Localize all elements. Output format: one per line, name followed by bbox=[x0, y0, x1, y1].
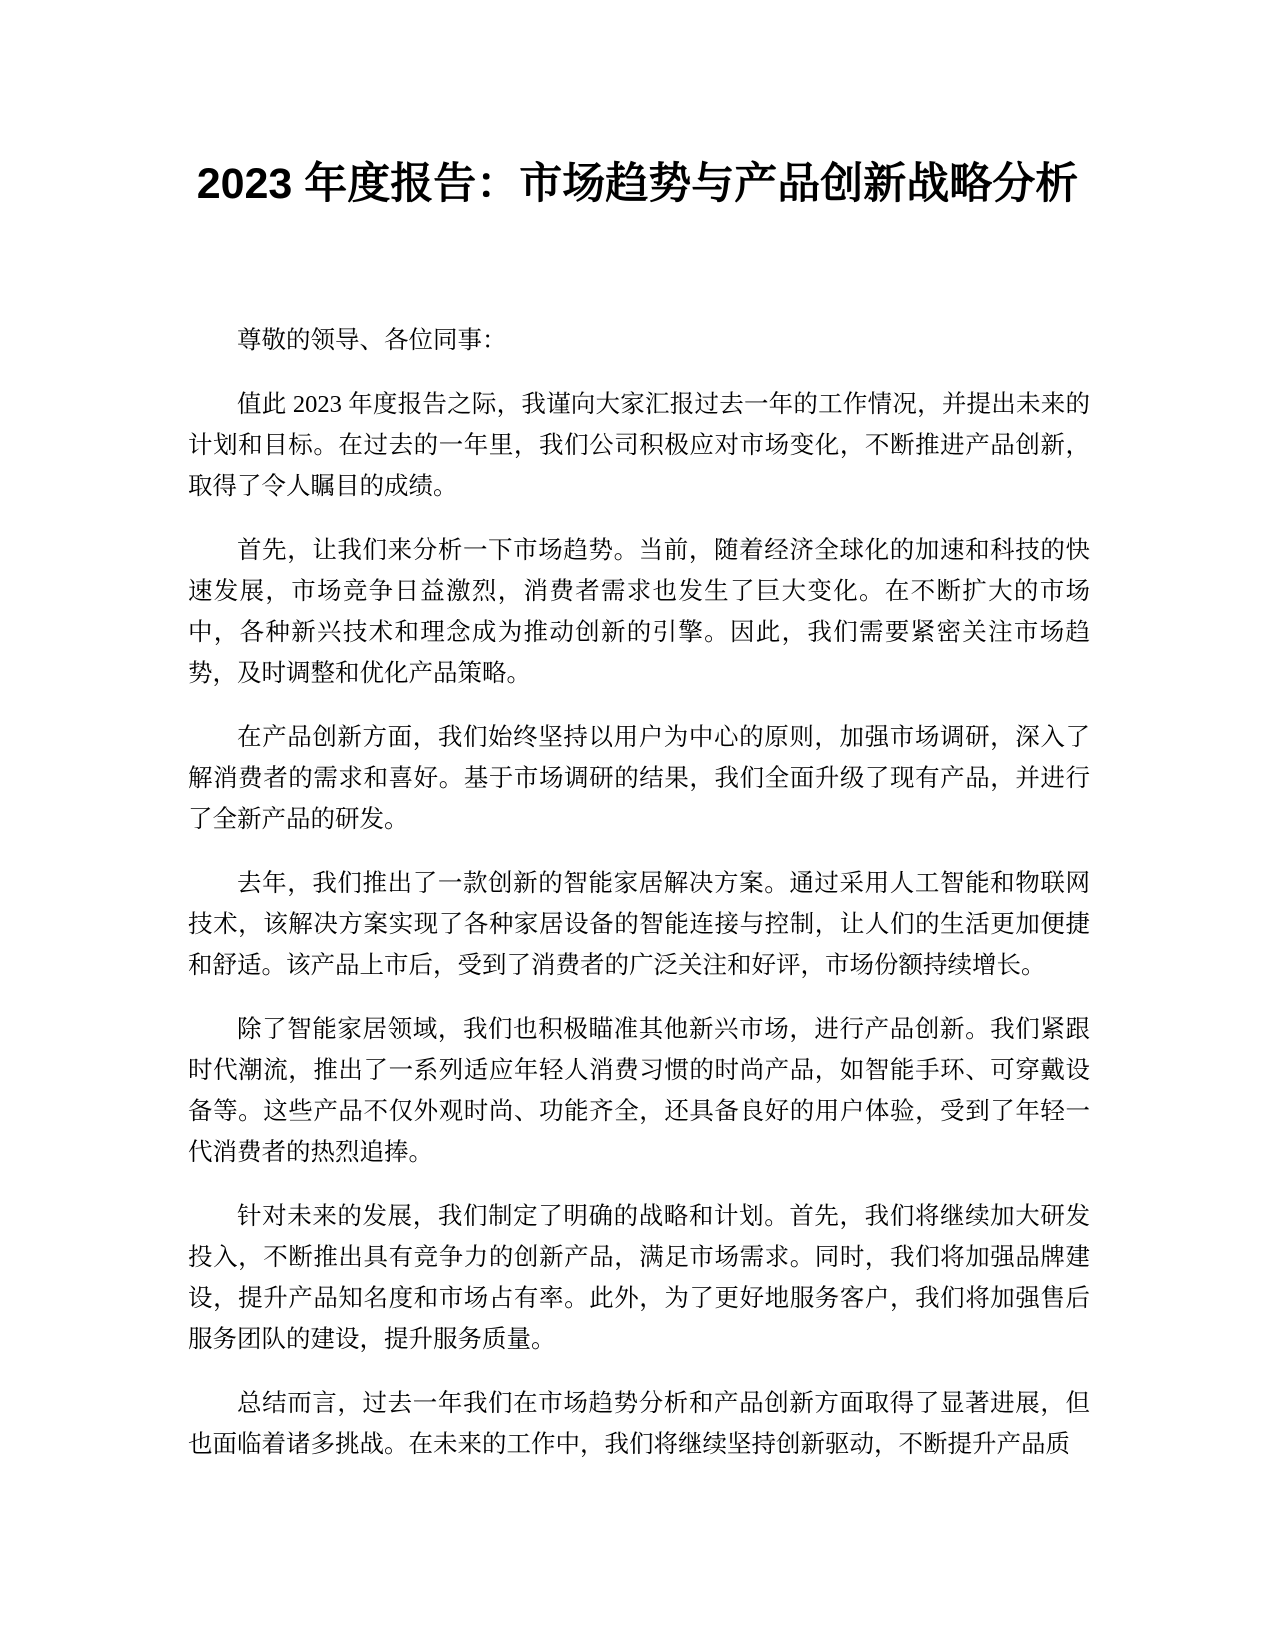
body-paragraph: 在产品创新方面，我们始终坚持以用户为中心的原则，加强市场调研，深入了解消费者的需求和喜好。基于市场调研的结果，我们全面升级了现有产品，并进行了全新产品的研发。 bbox=[188, 724, 1090, 833]
document-title: 2023 年度报告：市场趋势与产品创新战略分析 bbox=[196, 160, 1079, 208]
body-paragraph: 首先，让我们来分析一下市场趋势。当前，随着经济全球化的加速和科技的快速发展，市场竞争日益激烈，消费者需求也发生了巨大变化。在不断扩大的市场中，各种新兴技术和理念成为推动创新的引擎。因此，我们需要紧密关注市场趋势，及时调整和优化产品策略。 bbox=[188, 537, 1090, 687]
body-paragraph: 值此 2023 年度报告之际，我谨向大家汇报过去一年的工作情况，并提出未来的计划和目标。在过去的一年里，我们公司积极应对市场变化，不断推进产品创新，取得了令人瞩目的成绩。 bbox=[188, 391, 1090, 500]
document-body bbox=[188, 320, 1090, 1488]
body-paragraph: 针对未来的发展，我们制定了明确的战略和计划。首先，我们将继续加大研发投入，不断推出具有竞争力的创新产品，满足市场需求。同时，我们将加强品牌建设，提升产品知名度和市场占有率。此外，为了更好地服务客户，我们将加强售后服务团队的建设，提升服务质量。 bbox=[188, 1203, 1090, 1353]
body-paragraph: 总结而言，过去一年我们在市场趋势分析和产品创新方面取得了显著进展，但也面临着诸多挑战。在未来的工作中，我们将继续坚持创新驱动，不断提升产品质 bbox=[188, 1390, 1090, 1458]
salutation-paragraph: 尊敬的领导、各位同事： bbox=[237, 327, 507, 354]
body-paragraph: 除了智能家居领域，我们也积极瞄准其他新兴市场，进行产品创新。我们紧跟时代潮流，推出了一系列适应年轻人消费习惯的时尚产品，如智能手环、可穿戴设备等。这些产品不仅外观时尚、功能齐全，还具备良好的用户体验，受到了年轻一代消费者的热烈追捧。 bbox=[188, 1016, 1090, 1166]
body-paragraph: 去年，我们推出了一款创新的智能家居解决方案。通过采用人工智能和物联网技术，该解决方案实现了各种家居设备的智能连接与控制，让人们的生活更加便捷和舒适。该产品上市后，受到了消费者的广泛关注和好评，市场份额持续增长。 bbox=[188, 870, 1090, 979]
